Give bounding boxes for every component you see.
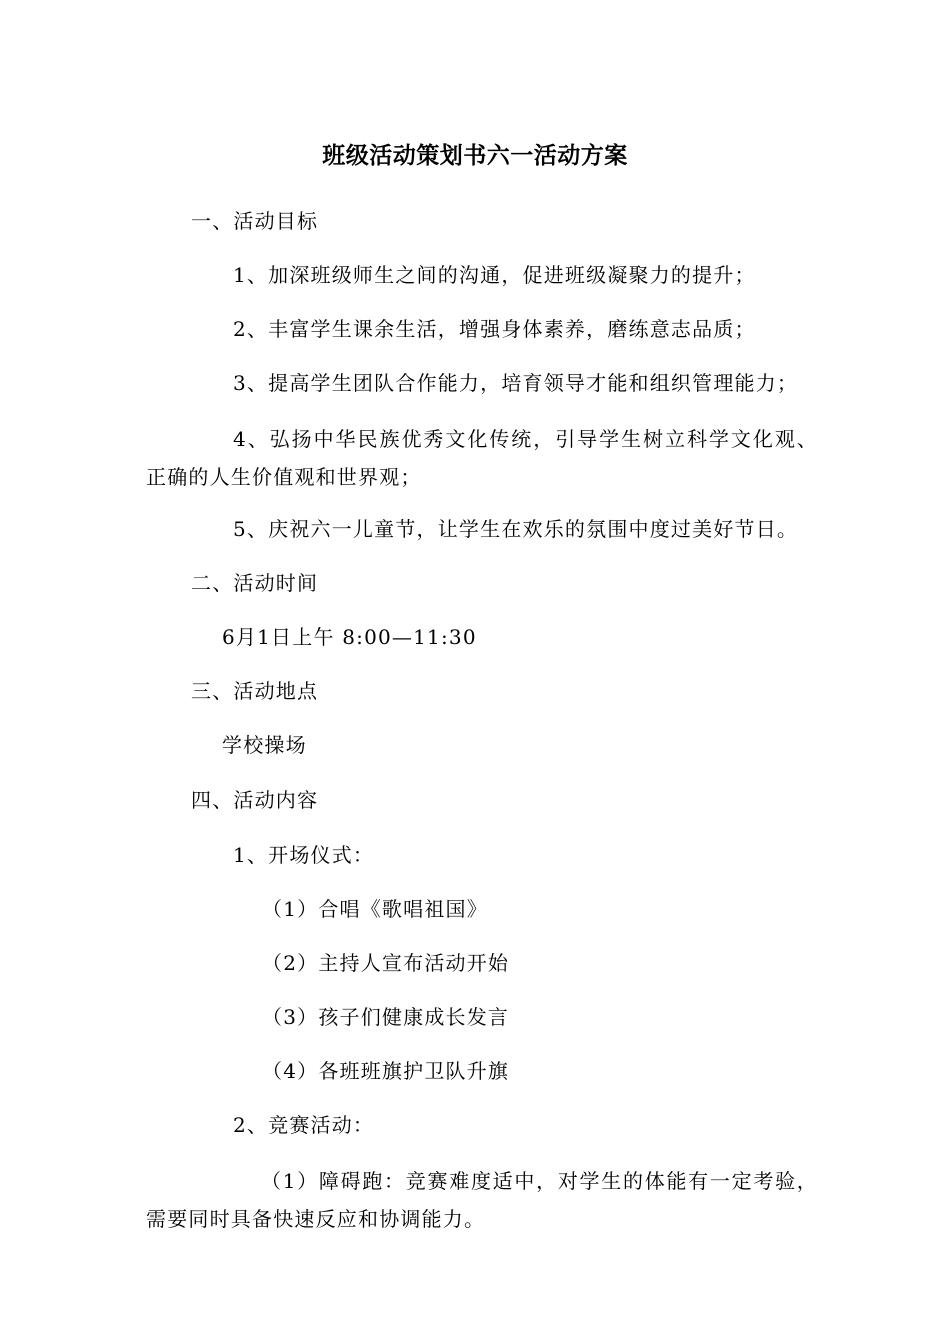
activity-place: 学校操场 (222, 733, 307, 757)
section-heading-place: 三、活动地点 (191, 679, 319, 703)
opening-item-4: （4）各班班旗护卫队升旗 (262, 1059, 510, 1083)
contest-item-1: （1）障碍跑：竞赛难度适中，对学生的体能有一定考验，需要同时具备快速反应和协调能力。 (146, 1169, 818, 1231)
opening-item-2: （2）主持人宣布活动开始 (262, 951, 510, 975)
subsection-contest: 2、竞赛活动： (233, 1113, 375, 1137)
section-heading-content: 四、活动内容 (191, 788, 319, 812)
goal-item-5: 5、庆祝六一儿童节，让学生在欢乐的氛围中度过美好节日。 (233, 517, 799, 541)
opening-item-3: （3）孩子们健康成长发言 (262, 1005, 510, 1029)
goal-item-1: 1、加深班级师生之间的沟通，促进班级凝聚力的提升； (233, 263, 756, 287)
opening-item-1: （1）合唱《歌唱祖国》 (262, 897, 488, 921)
goal-item-4: 4、弘扬中华民族优秀文化传统，引导学生树立科学文化观、正确的人生价值观和世界观； (146, 427, 818, 489)
document-title: 班级活动策划书六一活动方案 (322, 143, 628, 169)
subsection-opening: 1、开场仪式： (233, 843, 375, 867)
goal-item-3: 3、提高学生团队合作能力，培育领导才能和组织管理能力； (233, 371, 799, 395)
section-heading-goals: 一、活动目标 (191, 209, 319, 233)
activity-time: 6月1日上午 8:00—11:30 (222, 625, 477, 649)
section-heading-time: 二、活动时间 (191, 571, 319, 595)
goal-item-2: 2、丰富学生课余生活，增强身体素养，磨练意志品质； (233, 317, 756, 341)
